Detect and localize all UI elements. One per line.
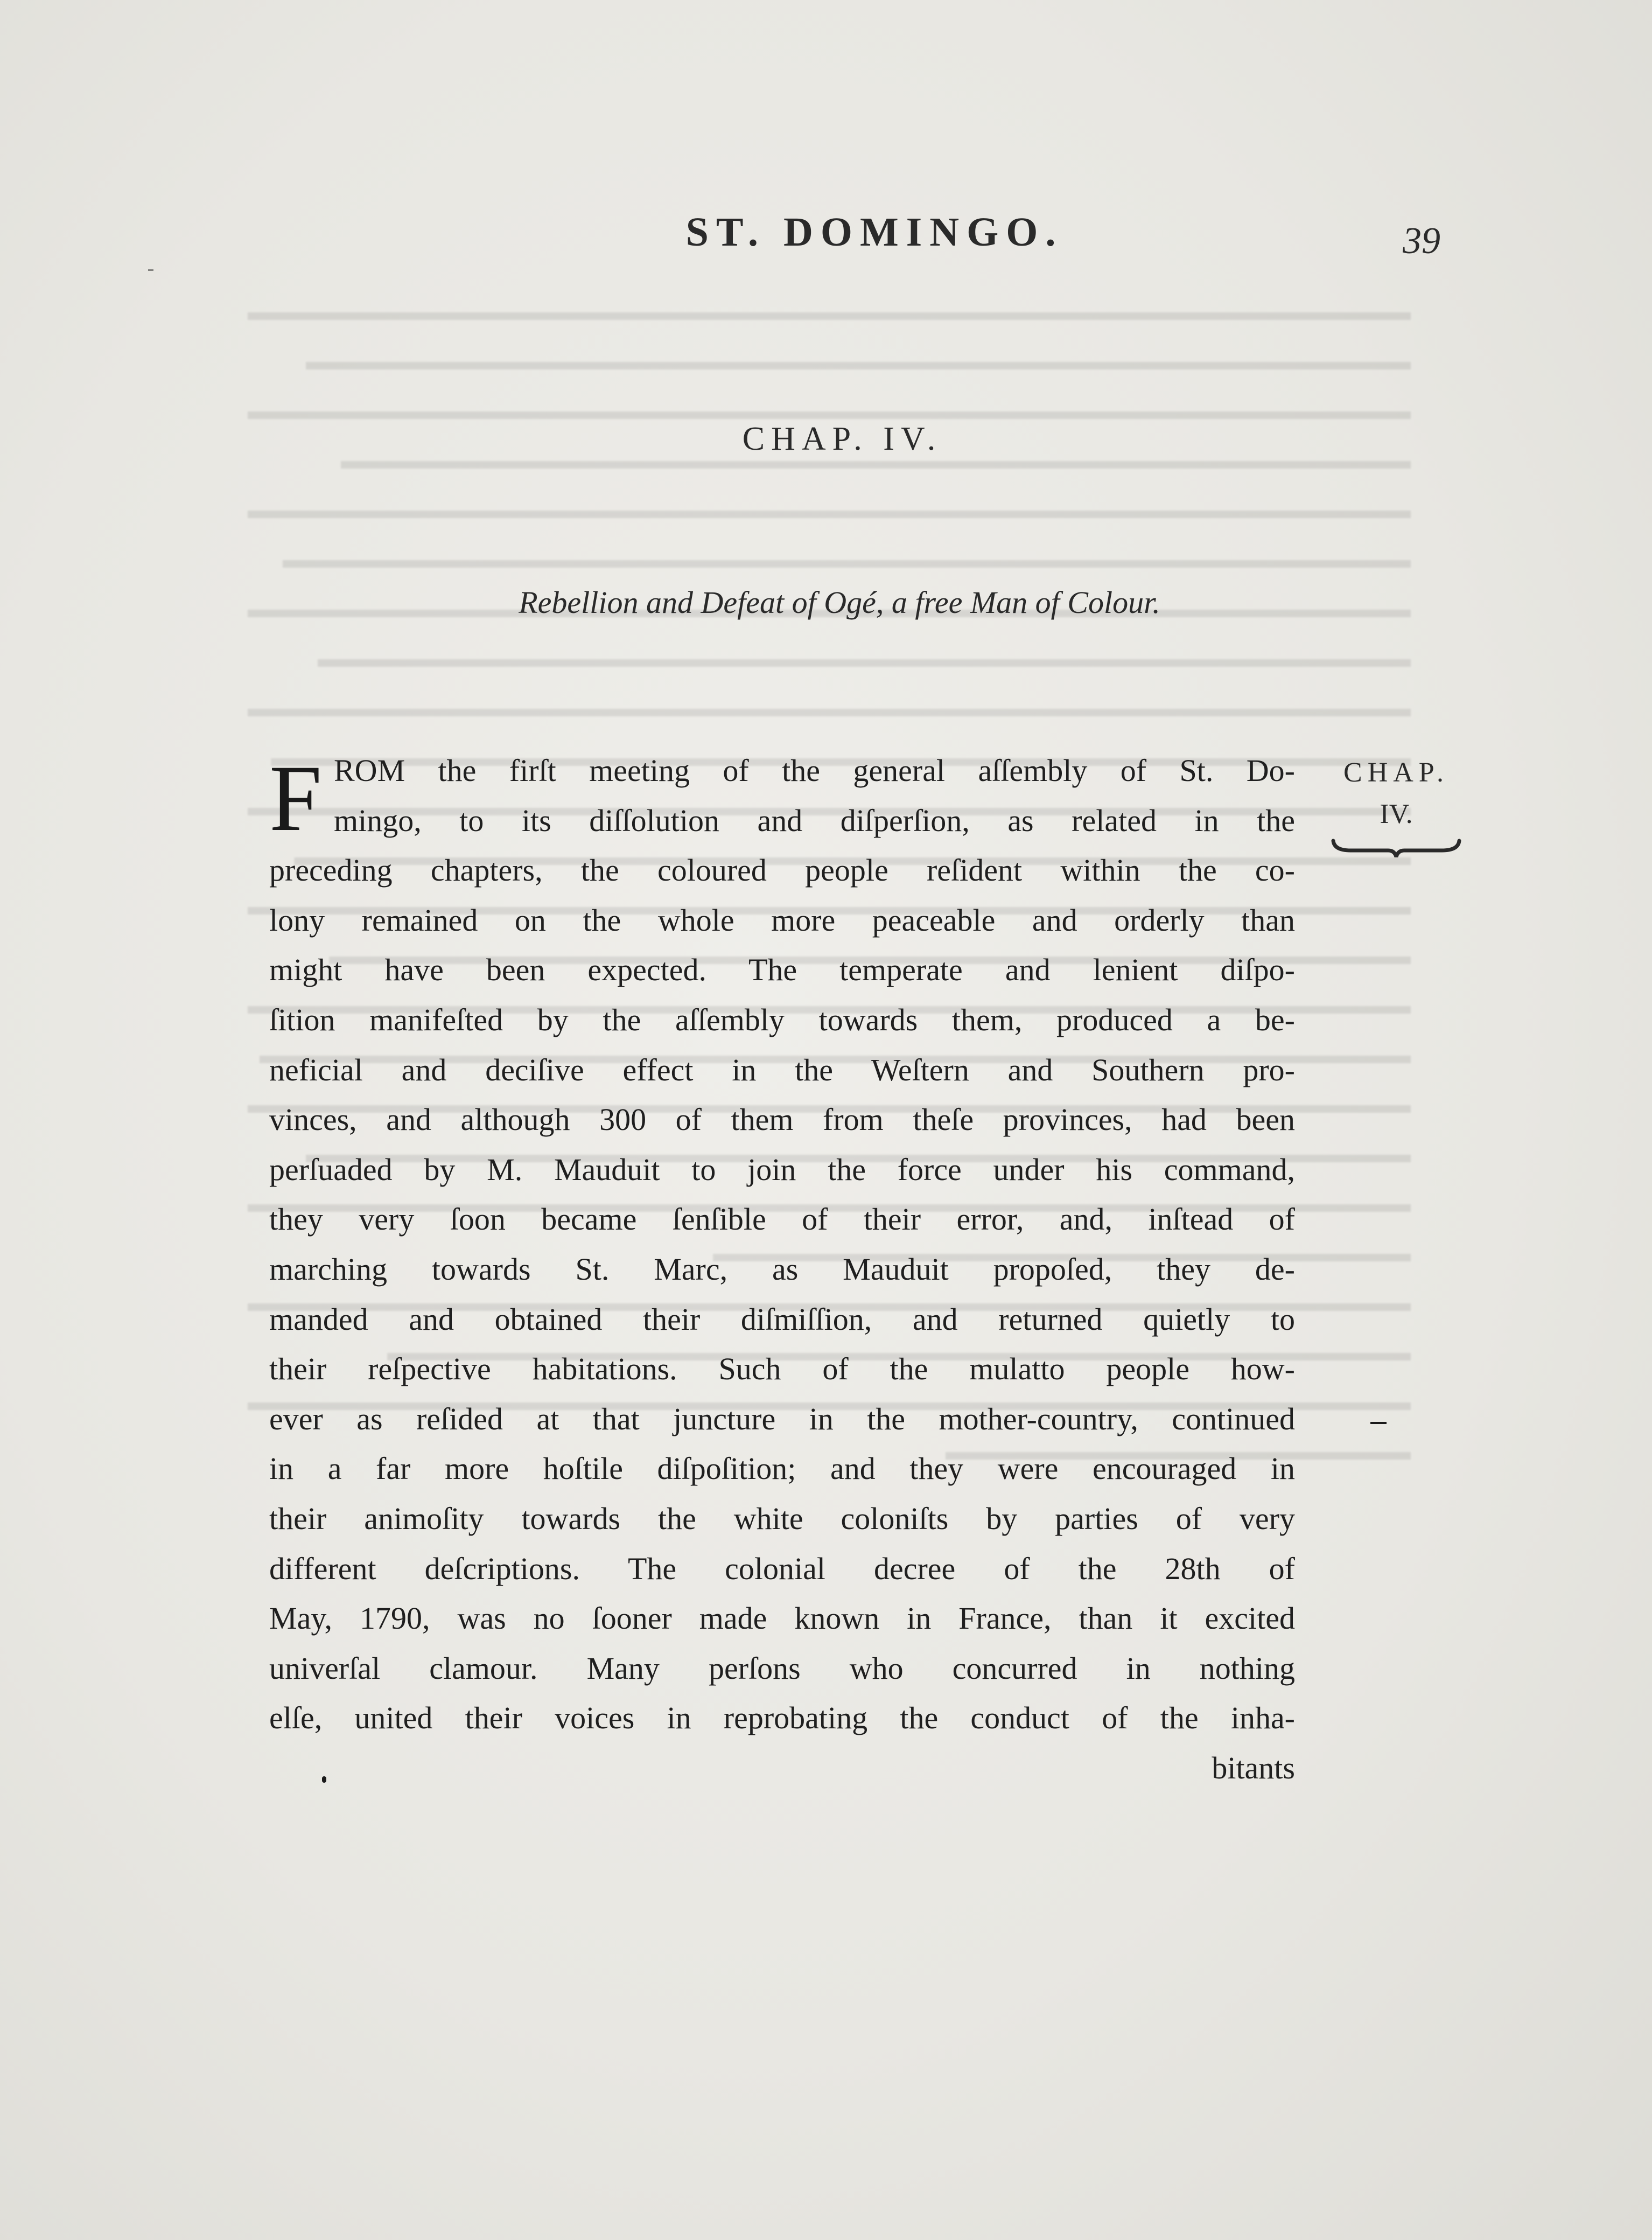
ink-speck [148,269,153,271]
text-line: neficial and deciſive effect in the Weſtern and Southern pro- [269,1052,1295,1087]
running-head-text: ST. DOMINGO. [685,210,1063,255]
text-line: ever as reſided at that juncture in the mother-country, continued [269,1401,1295,1436]
text-line: mingo, to its diſſolution and diſperſion, as related in the [334,803,1295,838]
margin-note-number: IV. [1380,799,1413,829]
page-number: 39 [1403,220,1440,262]
text-line: preceding chapters, the coloured people reſident within the co- [269,853,1295,888]
chapter-subtitle: Rebellion and Defeat of Ogé, a free Man of Colour. [519,585,1160,620]
text-line: vinces, and although 300 of them from theſe provinces, had been [269,1102,1295,1138]
text-line: ROM the firſt meeting of the general aſſembly of St. Do- [334,753,1295,788]
body-paragraph [269,746,1295,1793]
text-line: ſition manifeſted by the aſſembly towards them, produced a be- [269,1002,1295,1037]
text-line: different deſcriptions. The colonial decree of the 28th of [269,1551,1295,1586]
margin-note-title: CHAP. [1343,757,1449,788]
ink-speck [1370,1422,1387,1424]
text-line: manded and obtained their diſmiſſion, and returned quietly to [269,1301,1295,1337]
catchword: bitants [1212,1750,1295,1785]
text-line: May, 1790, was no ſooner made known in France, than it excited [269,1601,1295,1636]
chapter-heading: CHAP. IV. [742,421,942,457]
text-line: might have been expected. The temperate and lenient diſpo- [269,952,1295,988]
text-line: marching towards St. Marc, as Mauduit propoſed, they de- [269,1251,1295,1287]
text-line: they very ſoon became ſenſible of their error, and, inſtead of [269,1202,1295,1237]
text-line: univerſal clamour. Many perſons who concurred in nothing [269,1650,1295,1686]
text-line: in a far more hoſtile diſpoſition; and they were encouraged in [269,1451,1295,1487]
text-line: elſe, united their voices in reprobating the conduct of the inha- [269,1700,1295,1736]
ink-speck [322,1776,326,1783]
margin-note [1329,757,1464,859]
text-line: lony remained on the whole more peaceable and orderly than [269,902,1295,938]
text-line: perſuaded by M. Mauduit to join the force under his command, [269,1152,1295,1187]
text-line: their reſpective habitations. Such of the mulatto people how- [269,1351,1295,1387]
drop-cap: F [269,746,322,851]
text-line: their animoſity towards the white coloniſts by parties of very [269,1501,1295,1536]
brace-ornament-icon [1329,838,1464,859]
